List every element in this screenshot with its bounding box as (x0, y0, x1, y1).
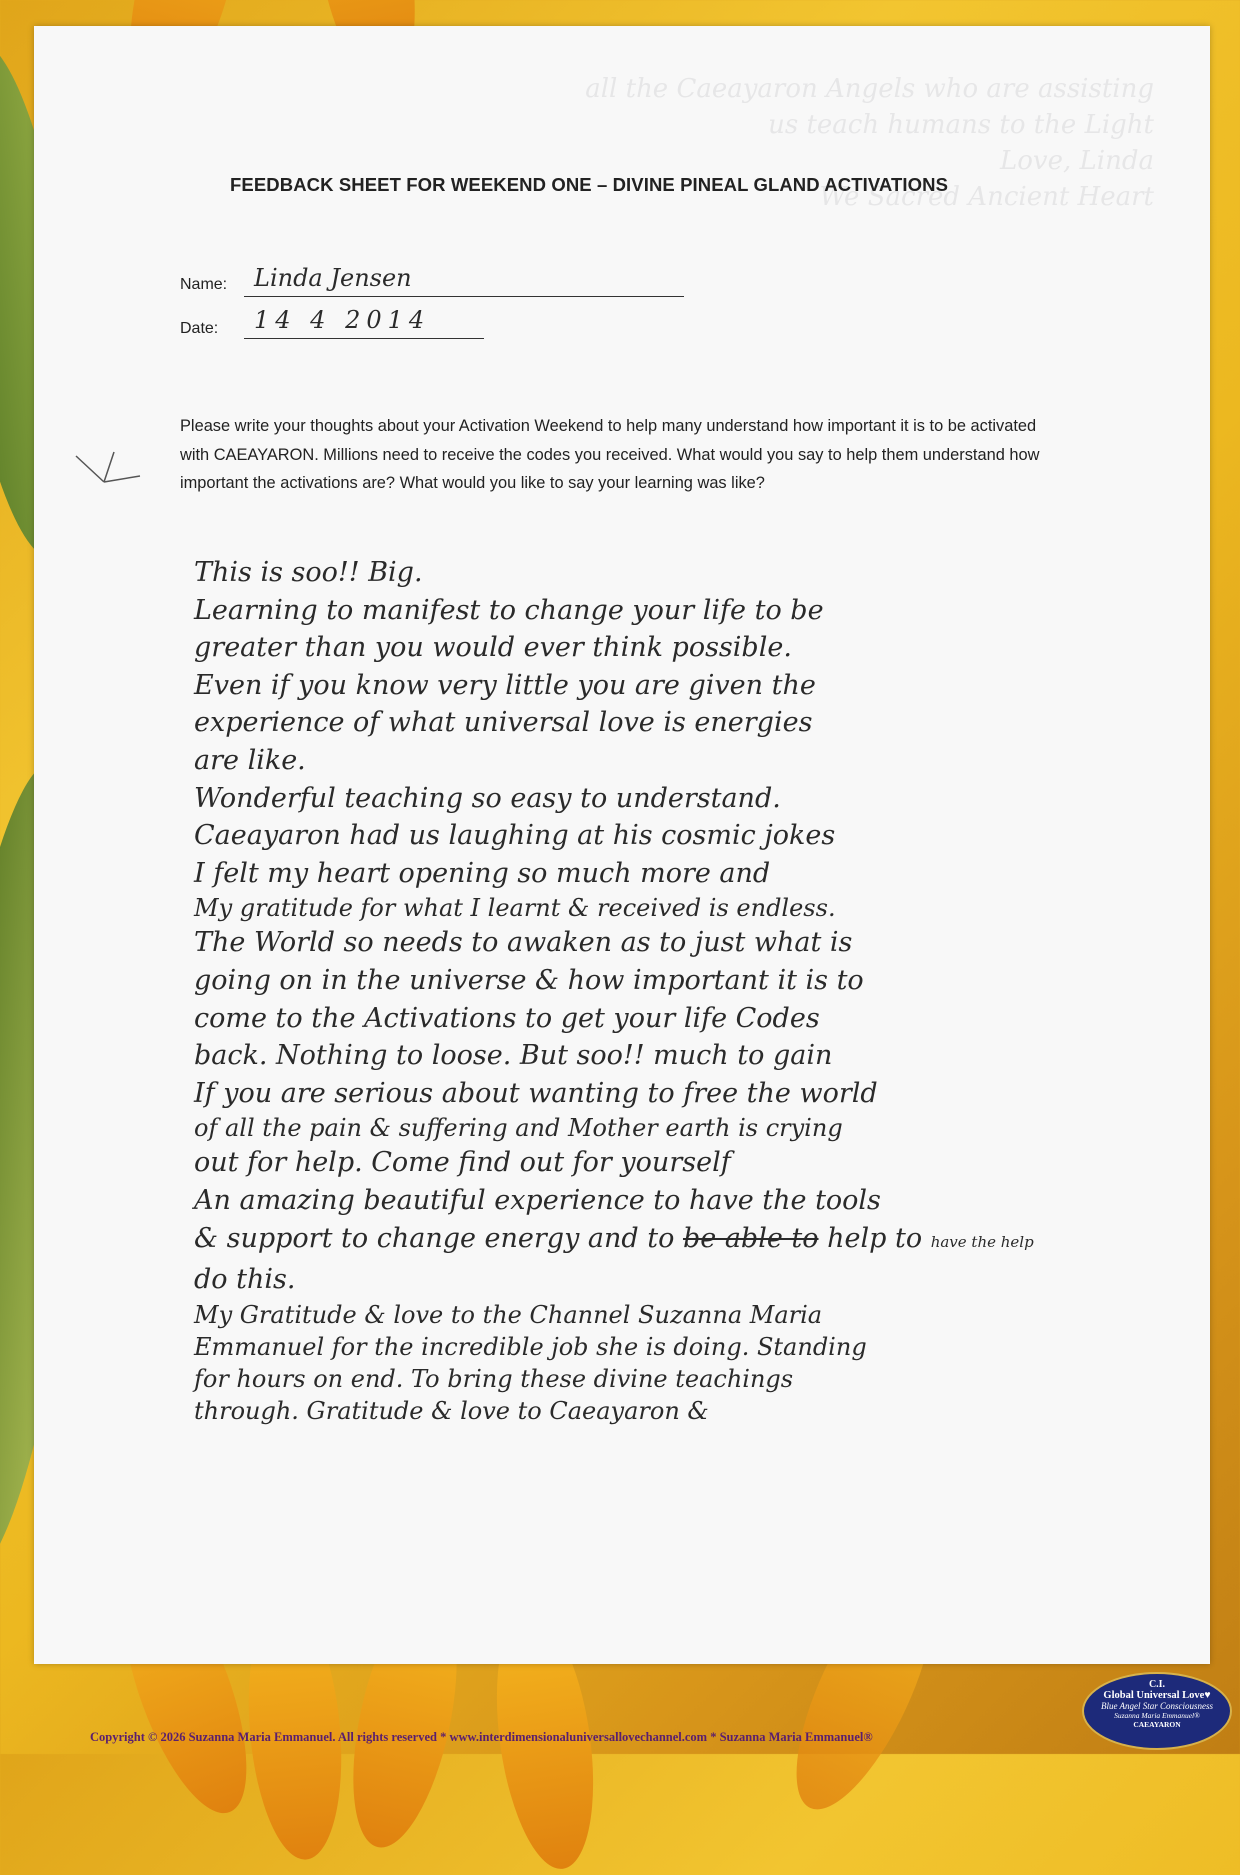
date-label: Date: (180, 320, 219, 337)
name-field: Linda Jensen (244, 264, 684, 297)
handwritten-line: of all the pain & suffering and Mother earth is crying (194, 1114, 843, 1143)
handwritten-line: are like. (194, 744, 306, 776)
badge-line: CAEAYARON (1133, 1720, 1181, 1729)
handwritten-line: experience of what universal love is energies (194, 707, 813, 739)
handwritten-line: The World so needs to awaken as to just what is (194, 927, 853, 959)
handwritten-line: Emmanuel for the incredible job she is doing. Standing (194, 1332, 867, 1361)
handwritten-line: This is soo!! Big. (194, 557, 423, 588)
handwritten-line: come to the Activations to get your life Codes (194, 1002, 820, 1034)
form-title: FEEDBACK SHEET FOR WEEKEND ONE – DIVINE PINEAL GLAND ACTIVATIONS (230, 174, 949, 195)
instructions-text: Please write your thoughts about your Activation Weekend to help many understand how important it is to be activated with CAEAYARON. Millions need to receive the codes you received. What would you say to help them understand how important the activations are? What would you like to say your learning was like? (180, 417, 1040, 492)
handwritten-line: back. Nothing to loose. But soo!! much to gain (194, 1040, 833, 1072)
handwritten-line (194, 1220, 1194, 1262)
handwritten-line: I felt my heart opening so much more and (194, 857, 771, 889)
name-label: Name: (180, 276, 228, 293)
handwritten-line: An amazing beautiful experience to have the tools (194, 1184, 881, 1216)
handwritten-line: If you are serious about wanting to free the world (194, 1077, 878, 1109)
handwritten-text: help to (827, 1222, 923, 1254)
handwritten-line: do this. (194, 1264, 296, 1296)
date-field: 14 4 2014 (244, 306, 484, 339)
handwritten-line: My Gratitude & love to the Channel Suzanna Maria (194, 1300, 823, 1329)
handwritten-line: out for help. Come find out for yourself (194, 1147, 731, 1179)
handwritten-text: & support to change energy and to (194, 1222, 675, 1254)
logo-badge (1082, 1672, 1232, 1750)
inserted-text: have the help (930, 1232, 1034, 1251)
handwritten-feedback (194, 554, 1194, 1427)
handwritten-line: Caeayaron had us laughing at his cosmic jokes (194, 820, 836, 852)
handwritten-line: through. Gratitude & love to Caeayaron & (194, 1396, 709, 1425)
badge-line: Global Universal Love♥ (1103, 1690, 1211, 1701)
copyright-footer: Copyright © 2026 Suzanna Maria Emmanuel. All rights reserved * www.interdimensionaluniversallovechannel.com * Suzanna Maria Emmanuel® (90, 1730, 873, 1744)
badge-line: C.I. (1148, 1679, 1166, 1690)
handwritten-line: Learning to manifest to change your life to be (194, 594, 824, 626)
handwritten-line: Even if you know very little you are given the (194, 669, 816, 701)
bleed-through-text: all the Caeayaron Angels who are assisting us teach humans to the Light Love, Linda We Sacred Ancient Heart (585, 74, 1154, 212)
badge-line: Blue Angel Star Consciousness (1100, 1701, 1214, 1711)
crossed-out-text: be able to (682, 1222, 819, 1254)
feedback-sheet (34, 26, 1210, 1664)
handwritten-line: greater than you would ever think possible. (194, 632, 792, 664)
paper-mark-icon (74, 446, 144, 496)
handwritten-line: My gratitude for what I learnt & received is endless. (194, 894, 836, 923)
handwritten-line: Wonderful teaching so easy to understand. (194, 782, 781, 814)
handwritten-line: going on in the universe & how important it is to (194, 964, 864, 996)
badge-line: Suzanna Maria Emmanuel® (1114, 1711, 1200, 1720)
handwritten-line: for hours on end. To bring these divine teachings (194, 1364, 794, 1393)
